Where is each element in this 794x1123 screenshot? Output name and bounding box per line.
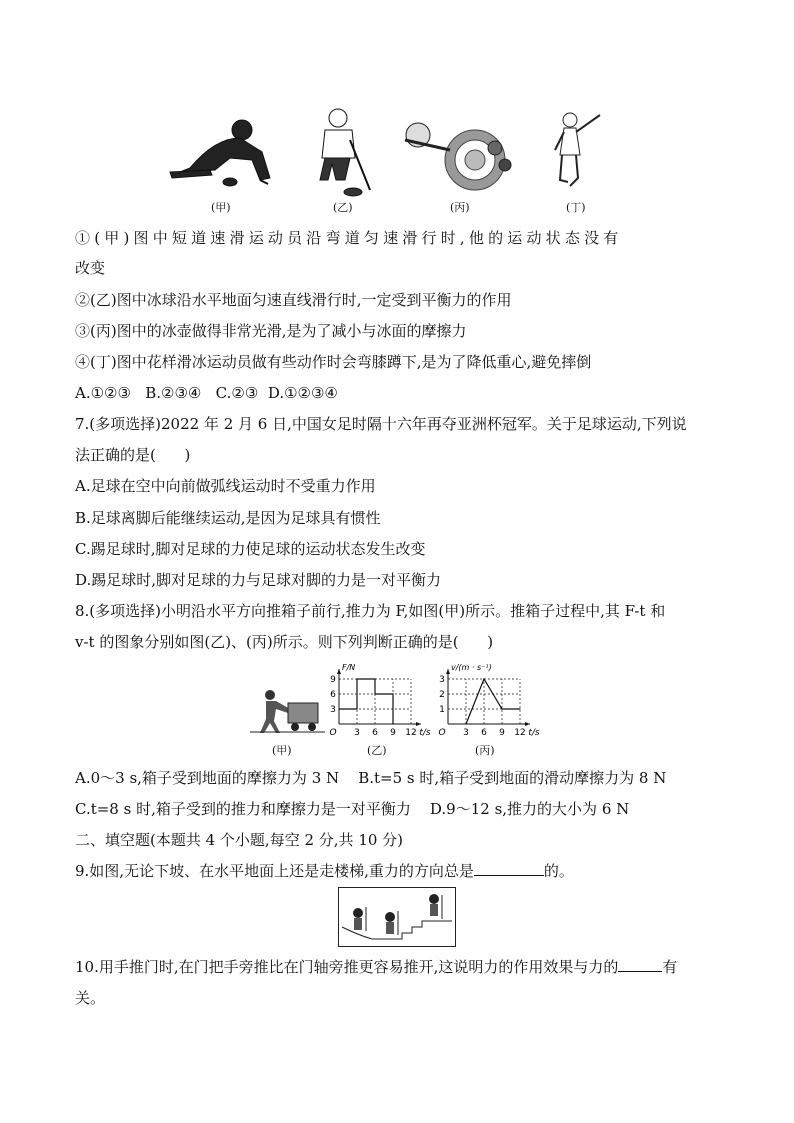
data-point: [338, 708, 339, 709]
q9-text-a: 9.如图,无论下坡、在水平地面上还是走楼梯,重力的方向总是: [75, 862, 474, 880]
x-tick-label: 6: [372, 728, 378, 738]
q8-caption-jia: (甲): [272, 744, 292, 757]
velocity-time-chart: [432, 662, 547, 742]
x-tick-label: 3: [463, 728, 469, 738]
x-axis-label: t/s: [419, 728, 431, 738]
series-line: [339, 679, 393, 724]
x-tick-label: 12: [405, 728, 417, 738]
data-point: [483, 678, 484, 679]
q8-options-cd: C.t=8 s 时,箱子受到的推力和摩擦力是一对平衡力 D.9～12 s,推力的大小为 6 N: [75, 800, 630, 818]
y-axis-label: F/N: [342, 663, 356, 672]
data-point: [374, 693, 375, 694]
data-point: [392, 693, 393, 694]
speed-skater-image: [170, 120, 270, 186]
origin-label: O: [329, 728, 337, 738]
q10-text: [75, 957, 677, 977]
q8-stem: 8.(多项选择)小明沿水平方向推箱子前行,推力为 F,如图(甲)所示。推箱子过程中,其 F-t 和: [75, 602, 666, 620]
q7-stem: 7.(多项选择)2022 年 2 月 6 日,中国女足时隔十六年再夺亚洲杯冠军。关于足球运动,下列说: [75, 415, 687, 433]
hockey-player-image: [320, 109, 370, 196]
data-point: [356, 708, 357, 709]
q7-option-d: D.踢足球时,脚对足球的力与足球对脚的力是一对平衡力: [75, 571, 442, 589]
q9-text-b: 的。: [543, 862, 574, 880]
winter-sports-figure: [160, 100, 630, 215]
series-line: [466, 679, 520, 724]
q7-option-a: A.足球在空中向前做弧线运动时不受重力作用: [75, 477, 376, 495]
figure-skater-image: [555, 113, 600, 186]
q7-stem-cont: 法正确的是( ): [75, 446, 191, 464]
q7-option-b: B.足球离脚后能继续运动,是因为足球具有惯性: [75, 509, 381, 527]
q7-option-c: C.踢足球时,脚对足球的力使足球的运动状态发生改变: [75, 540, 426, 558]
q9-blank[interactable]: [474, 861, 544, 876]
caption-yi: (乙): [333, 201, 353, 214]
x-axis-arrow: [525, 722, 530, 726]
q6-statement-4: ④(丁)图中花样滑冰运动员做有些动作时会弯膝蹲下,是为了降低重心,避免摔倒: [75, 353, 592, 371]
x-axis-arrow: [416, 722, 421, 726]
y-tick-label: 9: [330, 675, 336, 685]
q8-caption-bing: (丙): [475, 744, 495, 757]
x-tick-label: 9: [499, 728, 505, 738]
q6-statement-1: ①(甲)图中短道速滑运动员沿弯道匀速滑行时,他的运动状态没有: [75, 229, 623, 247]
section-2-title: 二、填空题(本题共 4 个小题,每空 2 分,共 10 分): [75, 831, 404, 849]
x-axis-label: t/s: [528, 728, 540, 738]
q6-statement-3: ③(丙)图中的冰壶做得非常光滑,是为了减小与冰面的摩擦力: [75, 322, 467, 340]
caption-jia: (甲): [211, 201, 231, 214]
y-tick-label: 2: [439, 690, 445, 700]
y-tick-label: 3: [439, 675, 445, 685]
q9-text: [75, 861, 574, 881]
q6-statement-1-cont: 改变: [75, 259, 106, 277]
gravity-direction-image: [338, 887, 456, 947]
q6-options: A.①②③ B.②③④ C.②③ D.①②③④: [75, 384, 338, 402]
q10-blank[interactable]: [618, 957, 662, 972]
y-axis-arrow: [337, 669, 341, 674]
data-point: [374, 678, 375, 679]
q8-caption-yi: (乙): [367, 744, 387, 757]
y-tick-label: 3: [330, 705, 336, 715]
data-point: [392, 723, 393, 724]
x-tick-label: 12: [514, 728, 526, 738]
caption-bing: (丙): [450, 201, 470, 214]
y-tick-label: 1: [439, 705, 445, 715]
q8-push-box-image: [250, 685, 325, 735]
q8-options-ab: A.0～3 s,箱子受到地面的摩擦力为 3 N B.t=5 s 时,箱子受到地面的滑动摩擦力为 8 N: [75, 769, 667, 787]
force-time-chart: [325, 662, 435, 742]
curling-image: [405, 123, 511, 190]
caption-ding: (丁): [566, 201, 586, 214]
y-axis-arrow: [446, 669, 450, 674]
q10-text-a: 10.用手推门时,在门把手旁推比在门轴旁推更容易推开,这说明力的作用效果与力的: [75, 958, 619, 976]
q10-text-cont: 关。: [75, 989, 106, 1007]
q8-stem-cont: v-t 的图象分别如图(乙)、(丙)所示。则下列判断正确的是( ): [75, 633, 494, 651]
y-tick-label: 6: [330, 690, 336, 700]
x-tick-label: 3: [354, 728, 360, 738]
data-point: [356, 678, 357, 679]
data-point: [501, 708, 502, 709]
data-point: [465, 723, 466, 724]
x-tick-label: 9: [390, 728, 396, 738]
q6-statement-2: ②(乙)图中冰球沿水平地面匀速直线滑行时,一定受到平衡力的作用: [75, 291, 512, 309]
data-point: [519, 708, 520, 709]
x-tick-label: 6: [481, 728, 487, 738]
origin-label: O: [438, 728, 446, 738]
q10-text-b: 有: [662, 958, 678, 976]
y-axis-label: v/(m · s⁻¹): [451, 663, 492, 672]
